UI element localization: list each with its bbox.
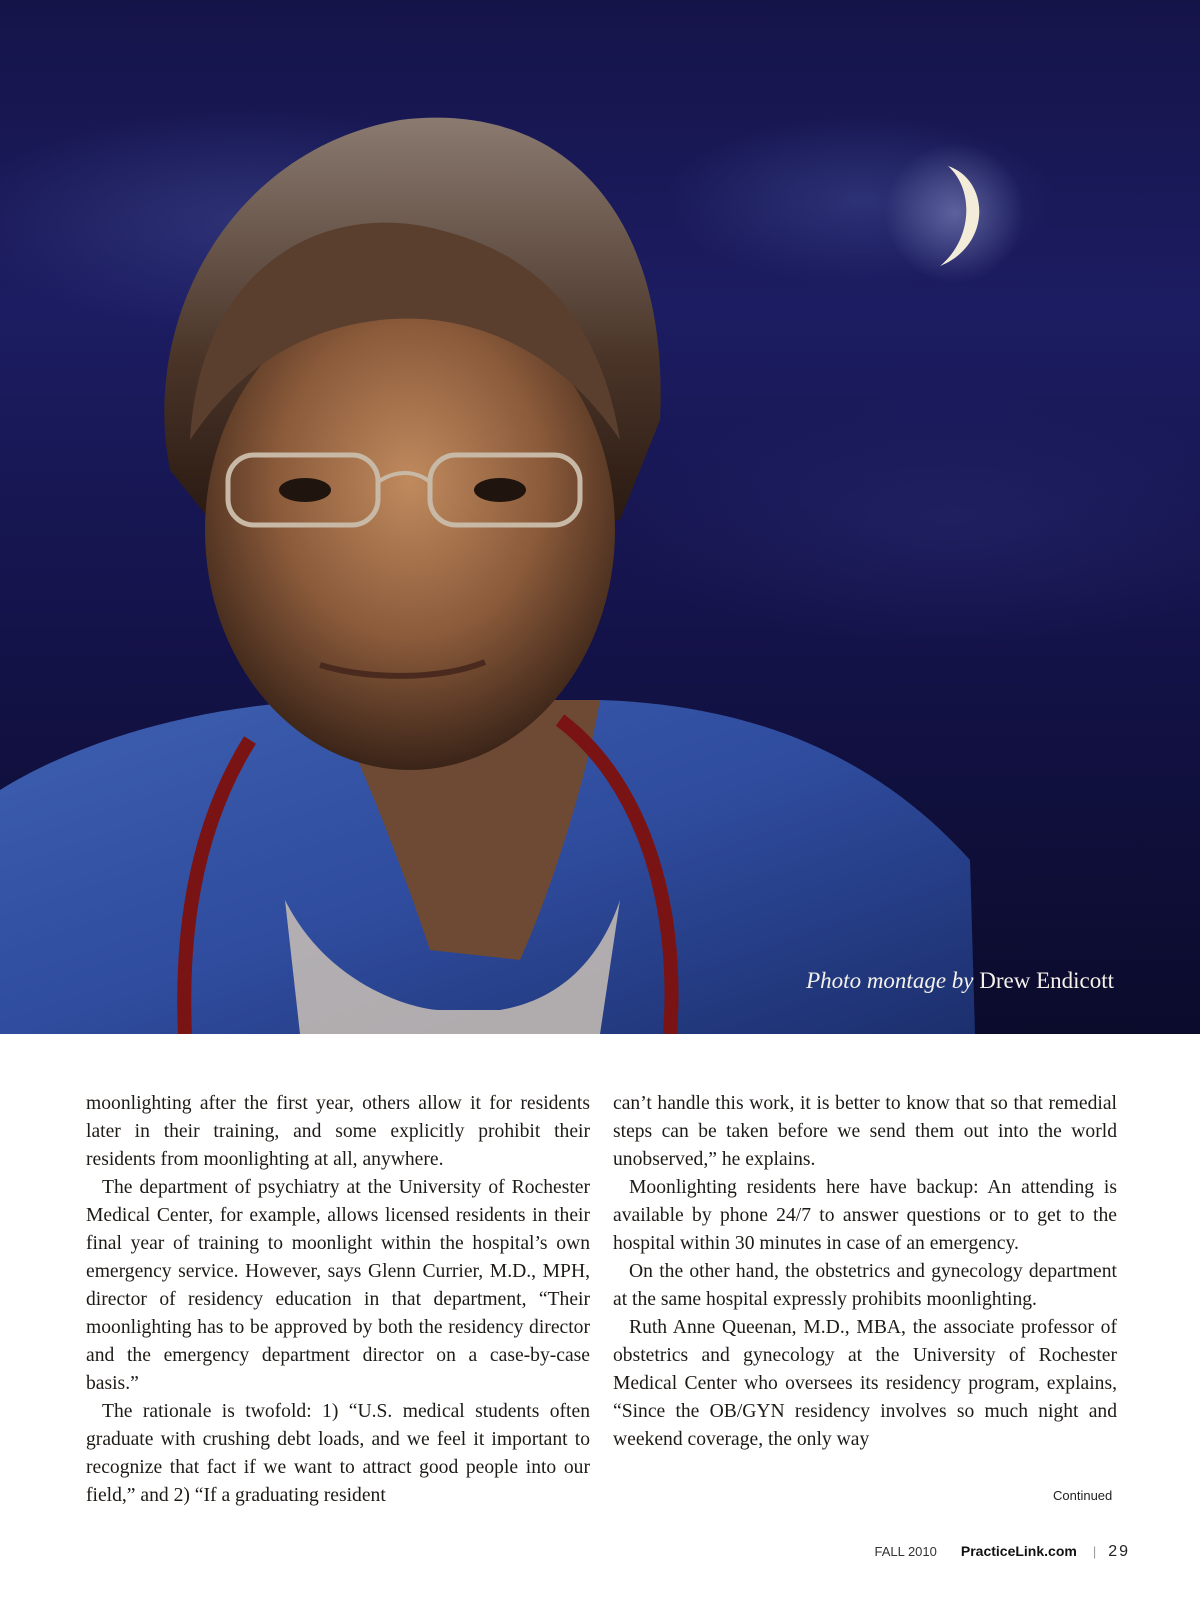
continued-label: Continued bbox=[1053, 1488, 1113, 1503]
photo-credit-prefix: Photo montage by bbox=[806, 968, 974, 993]
moon-glow bbox=[885, 143, 1025, 283]
page-footer bbox=[874, 1543, 1130, 1561]
site-name: PracticeLink.com bbox=[960, 1543, 1077, 1559]
footer-divider: | bbox=[1092, 1544, 1097, 1559]
paragraph: can’t handle this work, it is better to know that so that remedial steps can be taken before we send them out into the world unobserved,” he explains. bbox=[613, 1093, 1117, 1170]
article-column-left bbox=[86, 1090, 590, 1510]
right-eye bbox=[474, 478, 526, 502]
issue-label: FALL 2010 bbox=[874, 1544, 937, 1559]
article-column-right bbox=[613, 1090, 1117, 1454]
paragraph: Moonlighting residents here have backup: An attending is available by phone 24/7 to answer questions or to get to the hospital within 30 minutes in case of an emergency. bbox=[613, 1177, 1117, 1254]
paragraph: On the other hand, the obstetrics and gynecology department at the same hospital expressly prohibits moonlighting. bbox=[613, 1261, 1117, 1310]
page-number: 29 bbox=[1108, 1543, 1130, 1560]
photo-credit-name: Drew Endicott bbox=[979, 968, 1114, 993]
paragraph: Ruth Anne Queenan, M.D., MBA, the associate professor of obstetrics and gynecology at the University of Rochester Medical Center who oversees its residency program, explains, “Since the OB/GYN residency involves so much night and weekend coverage, the only way bbox=[613, 1317, 1117, 1450]
paragraph: The department of psychiatry at the University of Rochester Medical Center, for example, allows licensed residents in their final year of training to moonlight within the hospital’s own emergency service. However, says Glenn Currier, M.D., MPH, director of residency education in that department, “Their moonlighting has to be approved by both the residency director and the emergency department director on a case-by-case basis.” bbox=[86, 1177, 590, 1394]
left-eye bbox=[279, 478, 331, 502]
paragraph: moonlighting after the first year, others allow it for residents later in their training, and some explicitly prohibit their residents from moonlighting at all, anywhere. bbox=[86, 1093, 590, 1170]
paragraph: The rationale is twofold: 1) “U.S. medical students often graduate with crushing debt loads, and we feel it important to recognize that fact if we want to attract good people into our field,” and 2) “If a graduating resident bbox=[86, 1401, 590, 1506]
photo-credit bbox=[806, 968, 1114, 994]
